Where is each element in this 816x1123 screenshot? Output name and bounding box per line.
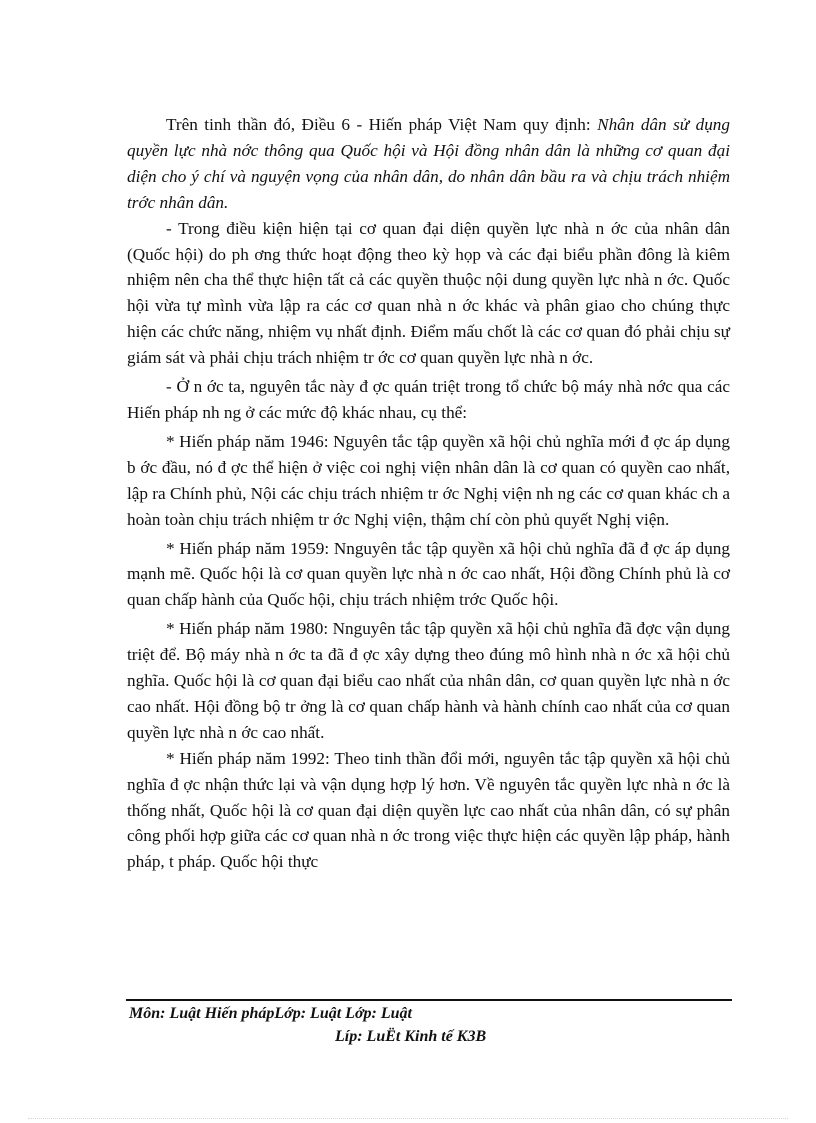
footer-course-label: Môn: Luật Hiến phápLớp: Luật Lớp: Luật [129, 1005, 412, 1022]
footer-divider [126, 999, 732, 1001]
paragraph-1 [127, 112, 730, 216]
paragraph-7: * Hiến pháp năm 1992: Theo tinh thần đổi mới, nguyên tắc tập quyền xã hội chủ nghĩa đ ợc nhận thức lại và vận dụng hợp lý hơn. Về nguyên tắc quyền lực nhà n ớc là thống nhất, Quốc hội là cơ quan đại diện quyền lực cao nhất của nhân dân, có sự phân công phối hợp giữa các cơ quan nhà n ớc trong việc thực hiện các quyền lập pháp, hành pháp, t pháp. Quốc hội thực [127, 748, 730, 872]
paragraph-1-quote: Nhân dân sử dụng quyền lực nhà nớc thông qua Quốc hội và Hội đồng nhân dân là những cơ quan đại diện cho ý chí và nguyện vọng của nhân dân, do nhân dân bầu ra và chịu trách nhiệm trớc nhân dân. [127, 115, 730, 212]
paragraph-3: - Ở n ớc ta, nguyên tắc này đ ợc quán triệt trong tổ chức bộ máy nhà nớc qua các Hiến pháp nh ng ở các mức độ khác nhau, cụ thể: [127, 377, 730, 422]
paragraph-1-text: Trên tinh thần đó, Điều 6 - Hiến pháp Việt Nam quy định: [166, 115, 598, 134]
page-edge-divider [28, 1118, 788, 1119]
footer-class-label: Líp: LuËt Kinh tế K3B [335, 1028, 487, 1045]
paragraph-2: - Trong điều kiện hiện tại cơ quan đại diện quyền lực nhà n ớc của nhân dân (Quốc hội) do ph ơng thức hoạt động theo kỳ họp và các đại biểu phần đông là kiêm nhiệm nên cha thể thực hiện tất cả các quyền thuộc nội dung quyền lực nhà n ớc. Quốc hội vừa tự mình vừa lập ra các cơ quan nhà n ớc khác và phân giao cho chúng thực hiện các chức năng, nhiệm vụ nhất định. Điểm mấu chốt là các cơ quan đó phải chịu sự giám sát và phải chịu trách nhiệm tr ớc cơ quan quyền lực nhà n ớc. [127, 218, 730, 368]
paragraph-5: * Hiến pháp năm 1959: Nnguyên tắc tập quyền xã hội chủ nghĩa đã đ ợc áp dụng mạnh mẽ. Quốc hội là cơ quan quyền lực nhà n ớc cao nhất, Hội đồng Chính phủ là cơ quan chấp hành của Quốc hội, chịu trách nhiệm trớc Quốc hội. [127, 538, 730, 610]
paragraph-4: * Hiến pháp năm 1946: Nguyên tắc tập quyền xã hội chủ nghĩa mới đ ợc áp dụng b ớc đầu, nó đ ợc thể hiện ở việc coi nghị viện nhân dân là cơ quan có quyền cao nhất, lập ra Chính phủ, Nội các chịu trách nhiệm tr ớc Nghị viện nh ng các cơ quan khác ch a hoàn toàn chịu trách nhiệm tr ớc Nghị viện, thậm chí còn phủ quyết Nghị viện. [127, 431, 730, 529]
document-body [127, 112, 730, 875]
paragraph-6: * Hiến pháp năm 1980: Nnguyên tắc tập quyền xã hội chủ nghĩa đã đợc vận dụng triệt để. Bộ máy nhà n ớc ta đã đ ợc xây dựng theo đúng mô hình nhà n ớc xã hội chủ nghĩa. Quốc hội là cơ quan đại biểu cao nhất của nhân dân, cơ quan quyền lực nhà n ớc cao nhất. Hội đồng bộ tr ởng là cơ quan chấp hành và hành chính cao nhất của cơ quan quyền lực nhà n ớc cao nhất. [127, 619, 730, 742]
